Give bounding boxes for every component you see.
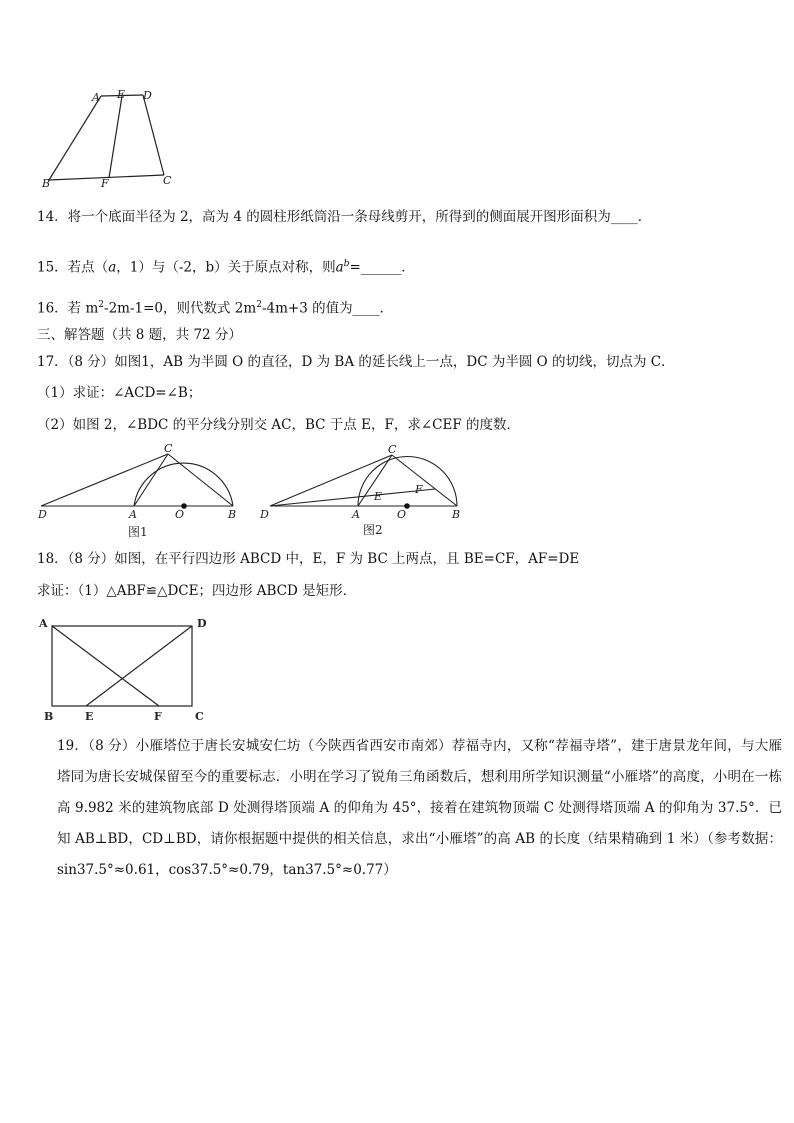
q16-mid: -2m-1=0，则代数式 2m [104,300,257,317]
question-15 [37,255,415,277]
label-D: D [143,89,152,102]
question-18-line2: 求证：（1）△ABF≌△DCE；四边形 ABCD 是矩形． [37,583,357,599]
section-title: 三、解答题（共 8 题，共 72 分） [37,327,242,343]
rectangle-figure [36,612,216,724]
q15-post: =______． [349,259,415,276]
q15-pre: 15．若点（ [37,259,109,276]
label-B: B [42,177,51,190]
rect-label-B: B [44,710,54,723]
fig2-label-B: B [452,508,461,521]
label-F: F [101,177,109,190]
question-17-line1: 17．（8 分）如图1，AB 为半圆 O 的直径，D 为 BA 的延长线上一点，DC 为半圆 O 的切线，切点为 C． [37,354,675,370]
rect-label-A: A [39,617,48,630]
q16-sup1: 2 [98,300,105,310]
fig1-caption: 图1 [128,525,148,539]
figure-2 [260,440,465,540]
fig2-label-C: C [388,443,397,456]
label-C: C [163,174,172,187]
q15-exp: b [343,259,350,269]
fig1-label-A: A [129,508,137,521]
label-A: A [92,91,100,104]
fig1-label-C: C [164,442,173,455]
q15-mid: ，1）与（-2，b）关于原点对称，则 [116,259,336,276]
question-14: 14．将一个底面半径为 2，高为 4 的圆柱形纸筒沿一条母线剪开，所得到的侧面展开图形面积为____． [37,209,652,225]
q16-pre: 16．若 m [37,300,99,317]
rect-label-E: E [85,710,94,723]
question-19: 19．（8 分）小雁塔位于唐长安城安仁坊（今陕西省西安市南郊）荐福寺内，又称“荐福寺塔”，建于唐景龙年间，与大雁塔同为唐长安城保留至今的重要标志．小明在学习了锐角三角函数后，想利用所学知识测量“小雁塔”的高度，小明在一栋高 9.982 米的建筑物底部 D 处测得塔顶端 A 的仰角为 45°，接着在建筑物顶端 C 处测得塔顶端 A 的仰角为 37.5°．已知 AB⊥BD，CD⊥BD，请你根据题中提供的相关信息，求出“小雁塔”的高 AB 的长度（结果精确到 1 米）（参考数据：sin37.5°≈0.61，cos37.5°≈0.79，tan37.5°≈0.77） [57,738,782,878]
fig2-caption: 图2 [363,523,383,537]
fig2-label-A: A [352,508,360,521]
q15-a: a [108,259,117,276]
rect-label-C: C [195,710,204,723]
fig2-label-D: D [260,508,269,521]
label-E: E [117,88,126,101]
fig2-label-O: O [397,508,407,521]
q15-base: a [335,259,344,276]
question-18-line1: 18．（8 分）如图，在平行四边形 ABCD 中，E，F 为 BC 上两点，且 BE=CF，AF=DE [37,551,580,567]
question-17-part2: （2）如图 2，∠BDC 的平分线分别交 AC，BC 于点 E，F，求∠CEF 的度数． [37,417,520,433]
trapezoid-figure [36,86,186,192]
rect-label-D: D [197,617,207,630]
q16-post: -4m+3 的值为____． [261,300,394,317]
fig1-label-B: B [228,508,237,521]
question-17-part1: （1）求证：∠ACD=∠B； [37,385,202,401]
q16-sup2: 2 [256,300,262,310]
fig1-label-D: D [38,508,47,521]
fig2-label-F: F [415,483,423,496]
rect-label-F: F [154,710,162,723]
figure-1 [36,440,246,540]
fig1-label-O: O [175,508,185,521]
question-16 [37,296,393,318]
fig2-label-E: E [374,490,383,503]
